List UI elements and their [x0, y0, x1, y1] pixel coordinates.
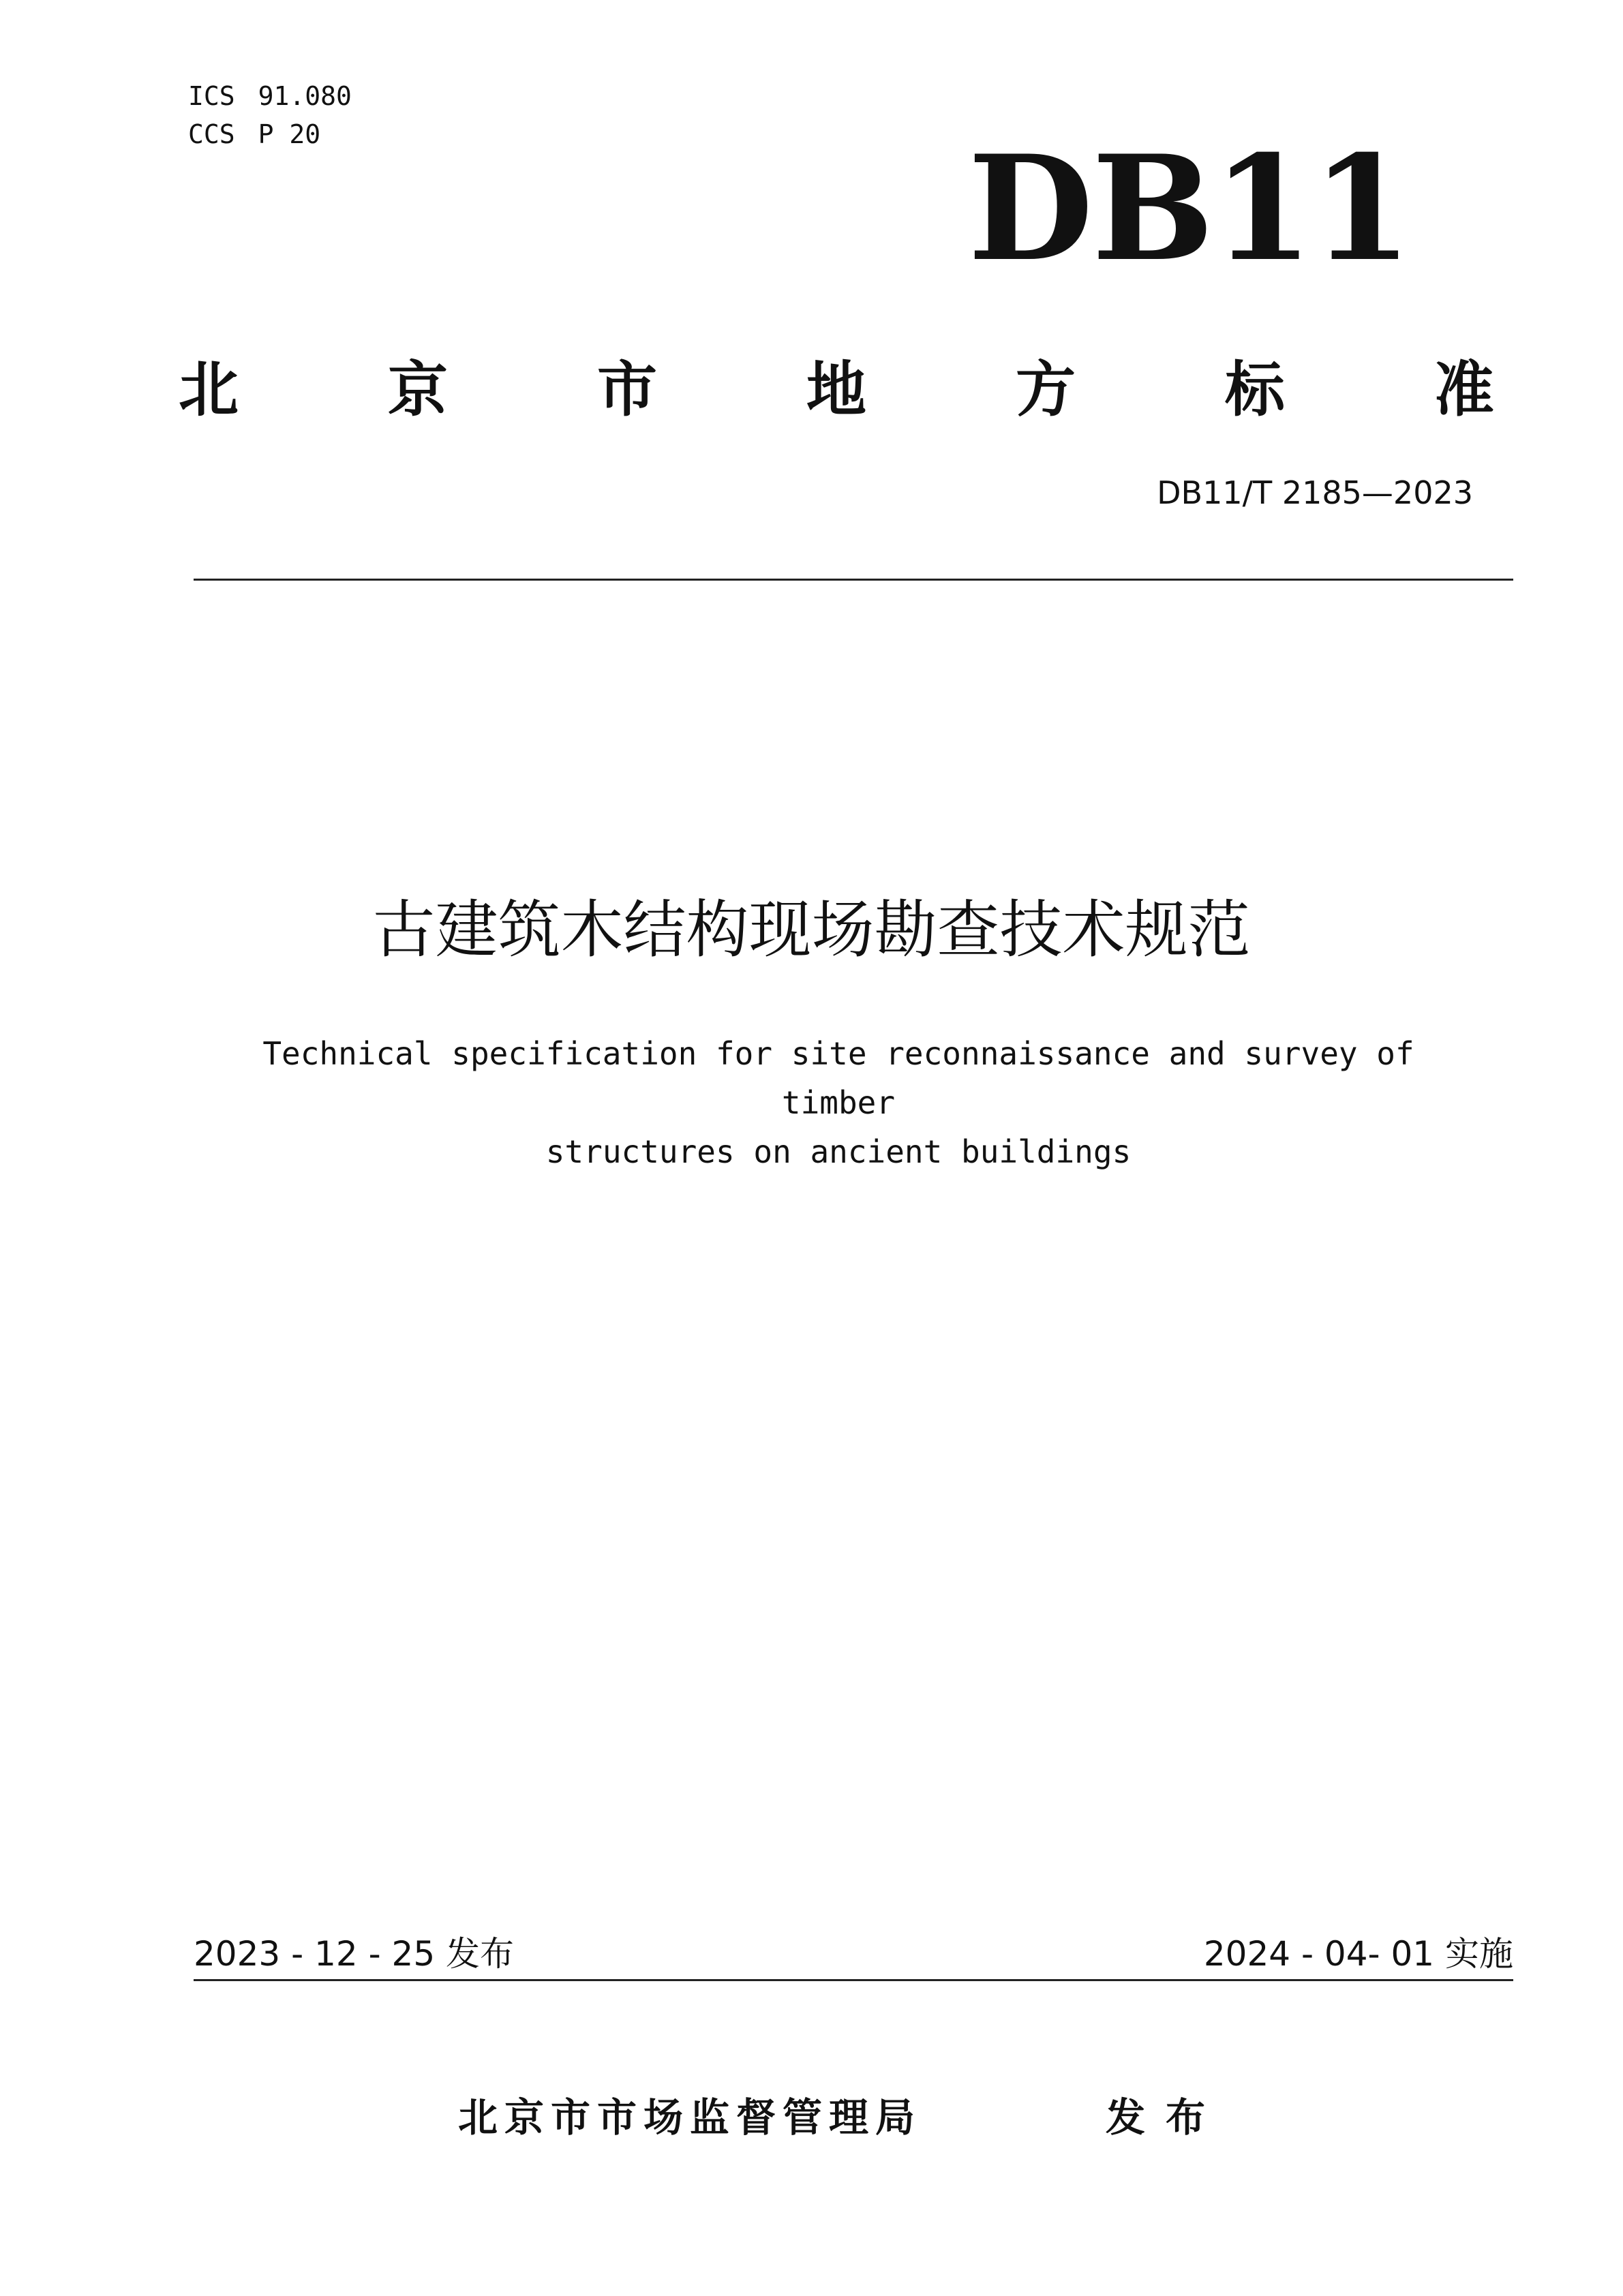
footer-divider: [194, 1979, 1513, 1981]
standard-number: DB11/T 2185—2023: [1157, 474, 1473, 511]
ccs-label: CCS: [188, 119, 235, 149]
standard-type-char: 市: [596, 354, 657, 425]
ics-code: 91.080: [258, 81, 352, 111]
publish-label: 发布: [1106, 2094, 1226, 2141]
document-title-zh: 古建筑木结构现场勘查技术规范: [372, 893, 1251, 966]
db11-logo: DB11: [968, 123, 1412, 293]
standard-type-char: 北: [179, 354, 239, 425]
ccs-classification: [188, 121, 320, 147]
ccs-code: P 20: [258, 119, 321, 149]
standard-type-char: 京: [387, 354, 448, 425]
header-divider: [194, 579, 1513, 581]
standard-type-char: 准: [1434, 354, 1494, 425]
standard-type-char: 方: [1015, 354, 1076, 425]
standard-type-char: 标: [1224, 354, 1285, 425]
ics-label: ICS: [188, 81, 235, 111]
issue-date: 2023 - 12 - 25 发布: [194, 1934, 515, 1974]
implementation-date: 2024 - 04- 01 实施: [1203, 1934, 1513, 1974]
ics-classification: [188, 83, 352, 109]
document-title-en-line-2: structures on ancient buildings: [545, 1133, 1132, 1170]
document-title-en: [204, 1029, 1472, 1176]
standard-type-heading: [179, 354, 1494, 425]
publisher-name: 北京市市场监督管理局: [458, 2094, 922, 2141]
document-title-en-line-1: Technical specification for site reconnaissance and survey of timber: [262, 1035, 1414, 1121]
standard-type-char: 地: [806, 354, 866, 425]
